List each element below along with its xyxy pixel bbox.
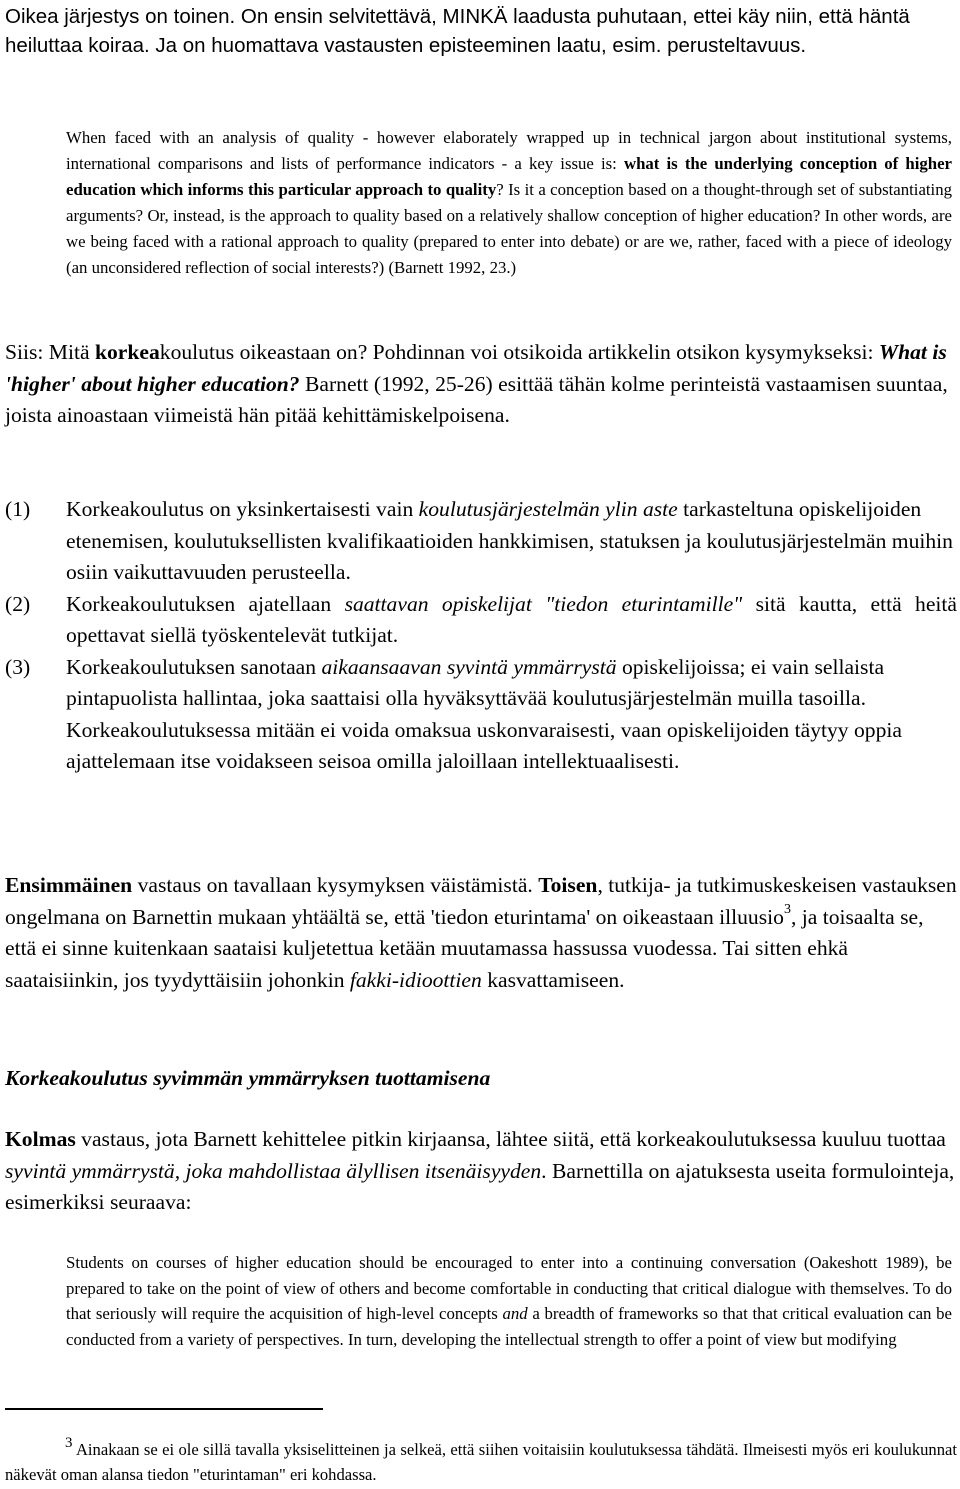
intro-paragraph: Oikea järjestys on toinen. On ensin selvitettävä, MINKÄ laadusta puhutaan, ettei käy niin, että häntä heiluttaa koiraa. Ja on huomattava vastausten episteeminen laatu, esim. perusteltavuus. xyxy=(5,5,910,57)
section-heading: Korkeakoulutus syvimmän ymmärryksen tuottamisena xyxy=(5,1066,491,1090)
siis-paragraph: Siis: Mitä korkeakoulutus oikeastaan on? Pohdinnan voi otsikoida artikkelin otsikon kysymykseksi: What is 'higher' about higher education? Barnett (1992, 25-26) esittää tähän kolme perinteistä vastaamisen suuntaa, joista ainoastaan viimeistä hän pitää kehittämiskelpoisena. xyxy=(5,340,948,427)
barnett-quote-quality: When faced with an analysis of quality - however elaborately wrapped up in technical jargon about institutional systems, international comparisons and lists of performance indicators - a key issue is: what is the underlying conception of higher education which informs this particular approach to quality? Is it a conception based on a thought-through set of substantiating arguments? Or, instead, is the approach to quality based on a relatively shallow conception of higher education? In other words, are we being faced with a rational approach to quality (prepared to enter into debate) or are we, rather, faced with a piece of ideology (an unconsidered reflection of social interests?) (Barnett 1992, 23.) xyxy=(66,128,952,277)
list-item: (2) Korkeakoulutuksen ajatellaan saattavan opiskelijat "tiedon eturintamille" sitä kautta, että heitä opettavat siellä työskentelevät tutkijat. xyxy=(5,591,957,647)
footnote-ref: 3 xyxy=(783,900,791,917)
answer-list xyxy=(5,494,957,778)
list-item: (1) Korkeakoulutus on yksinkertaisesti vain koulutusjärjestelmän ylin aste tarkasteltuna opiskelijoiden etenemisen, koulutuksellisten kvalifikaatioiden hankkimisen, statuksen ja koulutusjärjestelmän muihin osiin vaikuttavuuden perusteella. xyxy=(5,497,953,584)
barnett-quote-students: Students on courses of higher education should be encouraged to enter into a continuing conversation (Oakeshott 1989), be prepared to take on the point of view of others and become comfortable in conducting that critical dialogue with themselves. To do that seriously will require the acquisition of high-level concepts and a breadth of frameworks so that that critical evaluation can be conducted from a variety of perspectives. In turn, developing the intellectual strength to offer a point of view but modifying xyxy=(66,1253,952,1350)
list-item: (3) Korkeakoulutuksen sanotaan aikaansaavan syvintä ymmärrystä opiskelijoissa; ei vain sellaista pintapuolista hallintaa, joka saattaisi olla hyväksyttävää koulutusjärjestelmän muilla tasoilla. Korkeakoulutuksessa mitään ei voida omaksua uskonvaraisesti, vaan opiskelijoiden täytyy oppia ajattelemaan itse voidakseen seisoa omilla jaloillaan intellektuaalisesti. xyxy=(5,654,902,773)
third-answer-paragraph: Kolmas vastaus, jota Barnett kehittelee pitkin kirjaansa, lähtee siitä, että korkeakoulutuksessa kuuluu tuottaa syvintä ymmärrystä, joka mahdollistaa älyllisen itsenäisyyden. Barnettilla on ajatuksesta useita formulointeja, esimerkiksi seuraava: xyxy=(5,1127,955,1214)
first-answer-paragraph: Ensimmäinen vastaus on tavallaan kysymyksen väistämistä. Toisen, tutkija- ja tutkimuskeskeisen vastauksen ongelmana on Barnettin mukaan yhtäältä se, että 'tiedon eturintama' on oikeastaan illuusio$^3$, ja toisaalta se, että ei sinne kuitenkaan saataisi kuljetettua ketään muutamassa hassussa vuodessa. Tai sitten ehkä saataisiinkin, jos tyydyttäisiin johonkin fakki-idioottien kasvattamiseen. xyxy=(5,873,957,992)
footnote-number: 3 xyxy=(65,1434,73,1451)
footnote: $^3$ Ainakaan se ei ole sillä tavalla yksiselitteinen ja selkeä, että siihen voitaisiin koulutuksessa tähdätä. Ilmeisesti myös eri koulukunnat näkevät oman alansa tiedon "eturintaman" eri kohdassa. xyxy=(5,1434,957,1484)
footnote-divider xyxy=(5,1408,323,1410)
